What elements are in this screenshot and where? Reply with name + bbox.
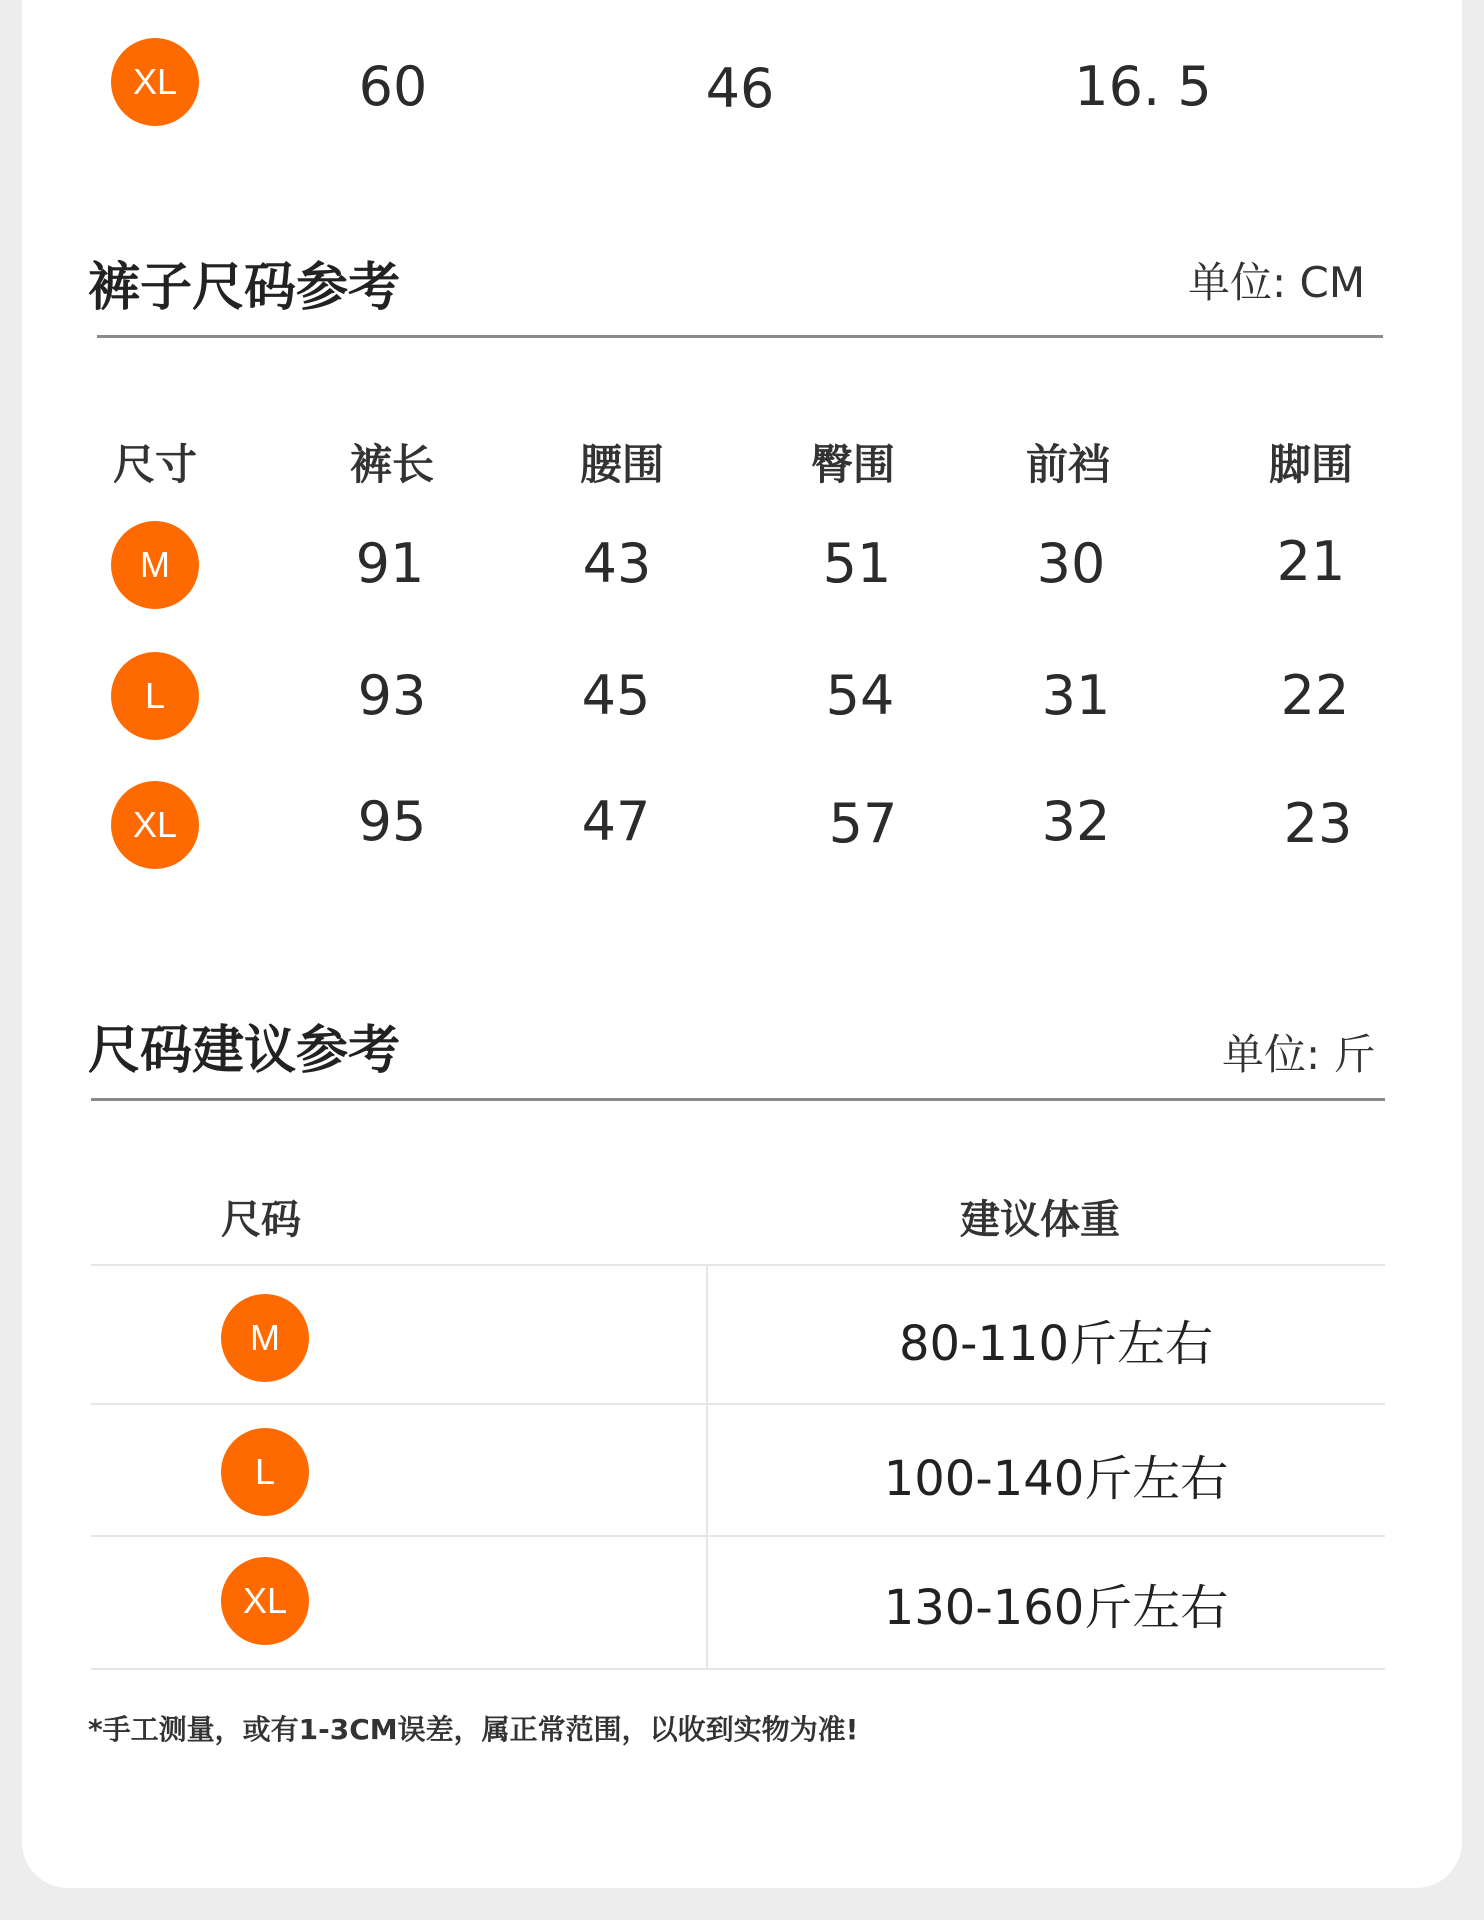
column-header: 尺寸 (112, 440, 198, 489)
row-divider (91, 1668, 1385, 1670)
unit-label: 单位: CM (1188, 258, 1366, 307)
column-header: 腰围 (579, 440, 665, 489)
table-cell: 45 (581, 664, 651, 727)
table-cell: 46 (705, 57, 775, 120)
weight-cell: 130-160斤左右 (883, 1580, 1229, 1636)
size-badge (221, 1557, 309, 1645)
column-header: 前裆 (1025, 440, 1111, 489)
table-cell: 91 (355, 532, 425, 595)
column-header: 尺码 (221, 1197, 301, 1243)
size-badge-label: XL (132, 61, 178, 102)
table-cell: 16. 5 (1074, 55, 1212, 118)
size-badge-label: M (140, 544, 170, 585)
table-cell: 60 (358, 55, 428, 118)
table-cell: 47 (581, 790, 651, 853)
table-cell: 54 (825, 664, 895, 727)
size-badge-label: XL (242, 1580, 288, 1621)
column-header: 臀围 (810, 440, 896, 489)
size-badge (221, 1294, 309, 1382)
size-badge-label: XL (132, 804, 178, 845)
section-divider (91, 1098, 1385, 1101)
weight-cell: 80-110斤左右 (898, 1316, 1214, 1372)
table-cell: 32 (1041, 790, 1111, 853)
table-cell: 95 (357, 790, 427, 853)
size-badge-label: L (254, 1451, 276, 1492)
table-cell: 23 (1283, 792, 1353, 855)
column-header: 脚围 (1268, 440, 1354, 489)
size-badge (221, 1428, 309, 1516)
unit-label: 单位: 斤 (1222, 1030, 1376, 1079)
weight-cell: 100-140斤左右 (883, 1451, 1229, 1507)
section-divider (97, 335, 1383, 338)
size-badge (111, 38, 199, 126)
table-cell: 43 (582, 532, 652, 595)
table-cell: 31 (1041, 664, 1111, 727)
table-cell: 57 (828, 792, 898, 855)
column-divider (706, 1265, 708, 1668)
section-title-pants: 裤子尺码参考 (88, 258, 401, 318)
table-cell: 21 (1276, 530, 1346, 593)
table-cell: 93 (357, 664, 427, 727)
row-divider (91, 1535, 1385, 1537)
size-badge (111, 521, 199, 609)
size-badge-label: M (250, 1317, 280, 1358)
measurement-note: *手工测量，或有1-3CM误差，属正常范围，以收到实物为准! (88, 1713, 859, 1746)
table-cell: 51 (822, 532, 892, 595)
column-header: 建议体重 (960, 1197, 1120, 1243)
column-header: 裤长 (349, 440, 435, 489)
size-badge-label: L (144, 675, 166, 716)
table-cell: 22 (1280, 664, 1350, 727)
size-badge (111, 652, 199, 740)
section-title-recommend: 尺码建议参考 (88, 1021, 401, 1081)
row-divider (91, 1264, 1385, 1266)
table-cell: 30 (1036, 532, 1106, 595)
size-badge (111, 781, 199, 869)
row-divider (91, 1403, 1385, 1405)
